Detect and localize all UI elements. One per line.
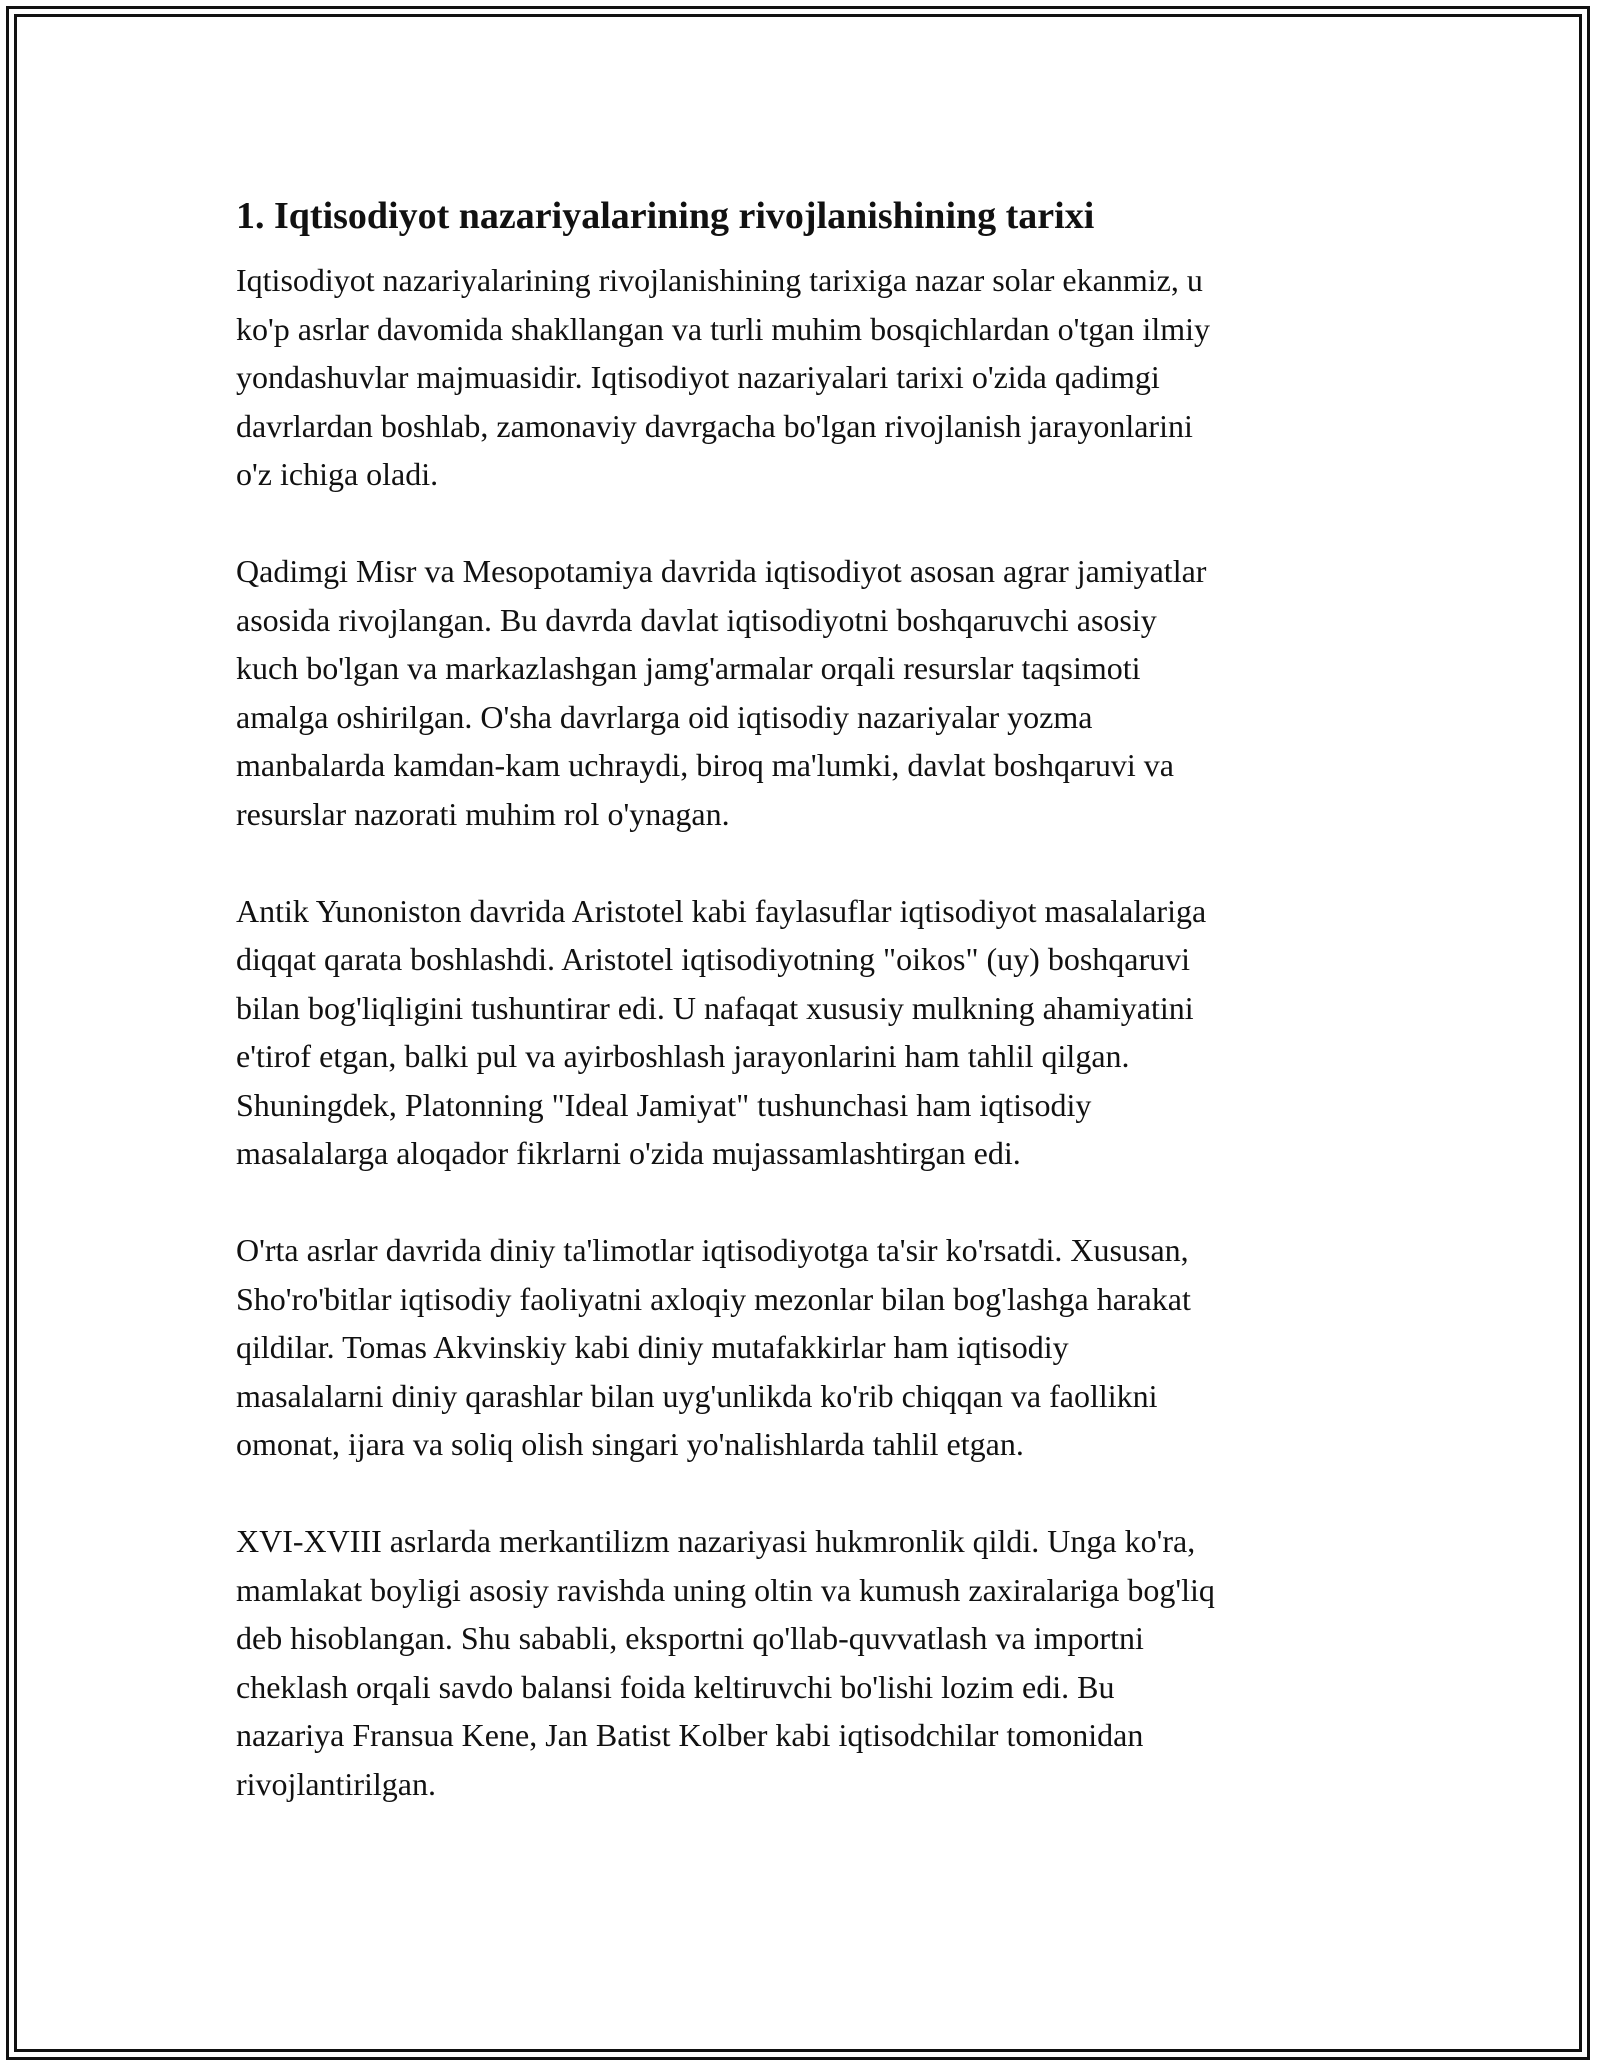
paragraph-2: Qadimgi Misr va Mesopotamiya davrida iqtisodiyot asosan agrar jamiyatlar asosida rivojlangan. Bu davrda davlat iqtisodiyotni boshqaruvchi asosiy kuch bo'lgan va markazlashgan jamg'armalar orqali resurslar taqsimoti amalga oshirilgan. O'sha davrlarga oid iqtisodiy nazariyalar yozma manbalarda kamdan-kam uchraydi, biroq ma'lumki, davlat boshqaruvi va resurslar nazorati muhim rol o'ynagan. [236, 553, 1207, 832]
paragraph-3: Antik Yunoniston davrida Aristotel kabi faylasuflar iqtisodiyot masalalariga diqqat qarata boshlashdi. Aristotel iqtisodiyotning "oikos" (uy) boshqaruvi bilan bog'liqligini tushuntirar edi. U nafaqat xususiy mulkning ahamiyatini e'tirof etgan, balki pul va ayirboshlash jarayonlarini ham tahlil qilgan. Shuningdek, Platonning "Ideal Jamiyat" tushunchasi ham iqtisodiy masalalarga aloqador fikrlarni o'zida mujassamlashtirgan edi. [236, 892, 1207, 1171]
document-body [236, 188, 1376, 1857]
paragraph-5: XVI-XVIII asrlarda merkantilizm nazariyasi hukmronlik qildi. Unga ko'ra, mamlakat boyligi asosiy ravishda uning oltin va kumush zaxiralariga bog'liq deb hisoblangan. Shu sababli, eksportni qo'llab-quvvatlash va importni cheklash orqali savdo balansi foida keltiruvchi bo'lishi lozim edi. Bu nazariya Fransua Kene, Jan Batist Kolber kabi iqtisodchilar tomonidan rivojlantirilgan. [236, 1523, 1215, 1802]
paragraph-4: O'rta asrlar davrida diniy ta'limotlar iqtisodiyotga ta'sir ko'rsatdi. Xususan, Sho'ro'bitlar iqtisodiy faoliyatni axloqiy mezonlar bilan bog'lashga harakat qildilar. Tomas Akvinskiy kabi diniy mutafakkirlar ham iqtisodiy masalalarni diniy qarashlar bilan uyg'unlikda ko'rib chiqqan va faollikni omonat, ijara va soliq olish singari yo'nalishlarda tahlil etgan. [236, 1232, 1191, 1462]
paragraph-1: Iqtisodiyot nazariyalarining rivojlanishining tarixiga nazar solar ekanmiz, u ko'p asrlar davomida shakllangan va turli muhim bosqichlardan o'tgan ilmiy yondashuvlar majmuasidir. Iqtisodiyot nazariyalari tarixi o'zida qadimgi davrlardan boshlab, zamonaviy davrgacha bo'lgan rivojlanish jarayonlarini o'z ichiga oladi. [236, 262, 1210, 492]
section-title: 1. Iqtisodiyot nazariyalarining rivojlanishining tarixi [236, 195, 1095, 237]
